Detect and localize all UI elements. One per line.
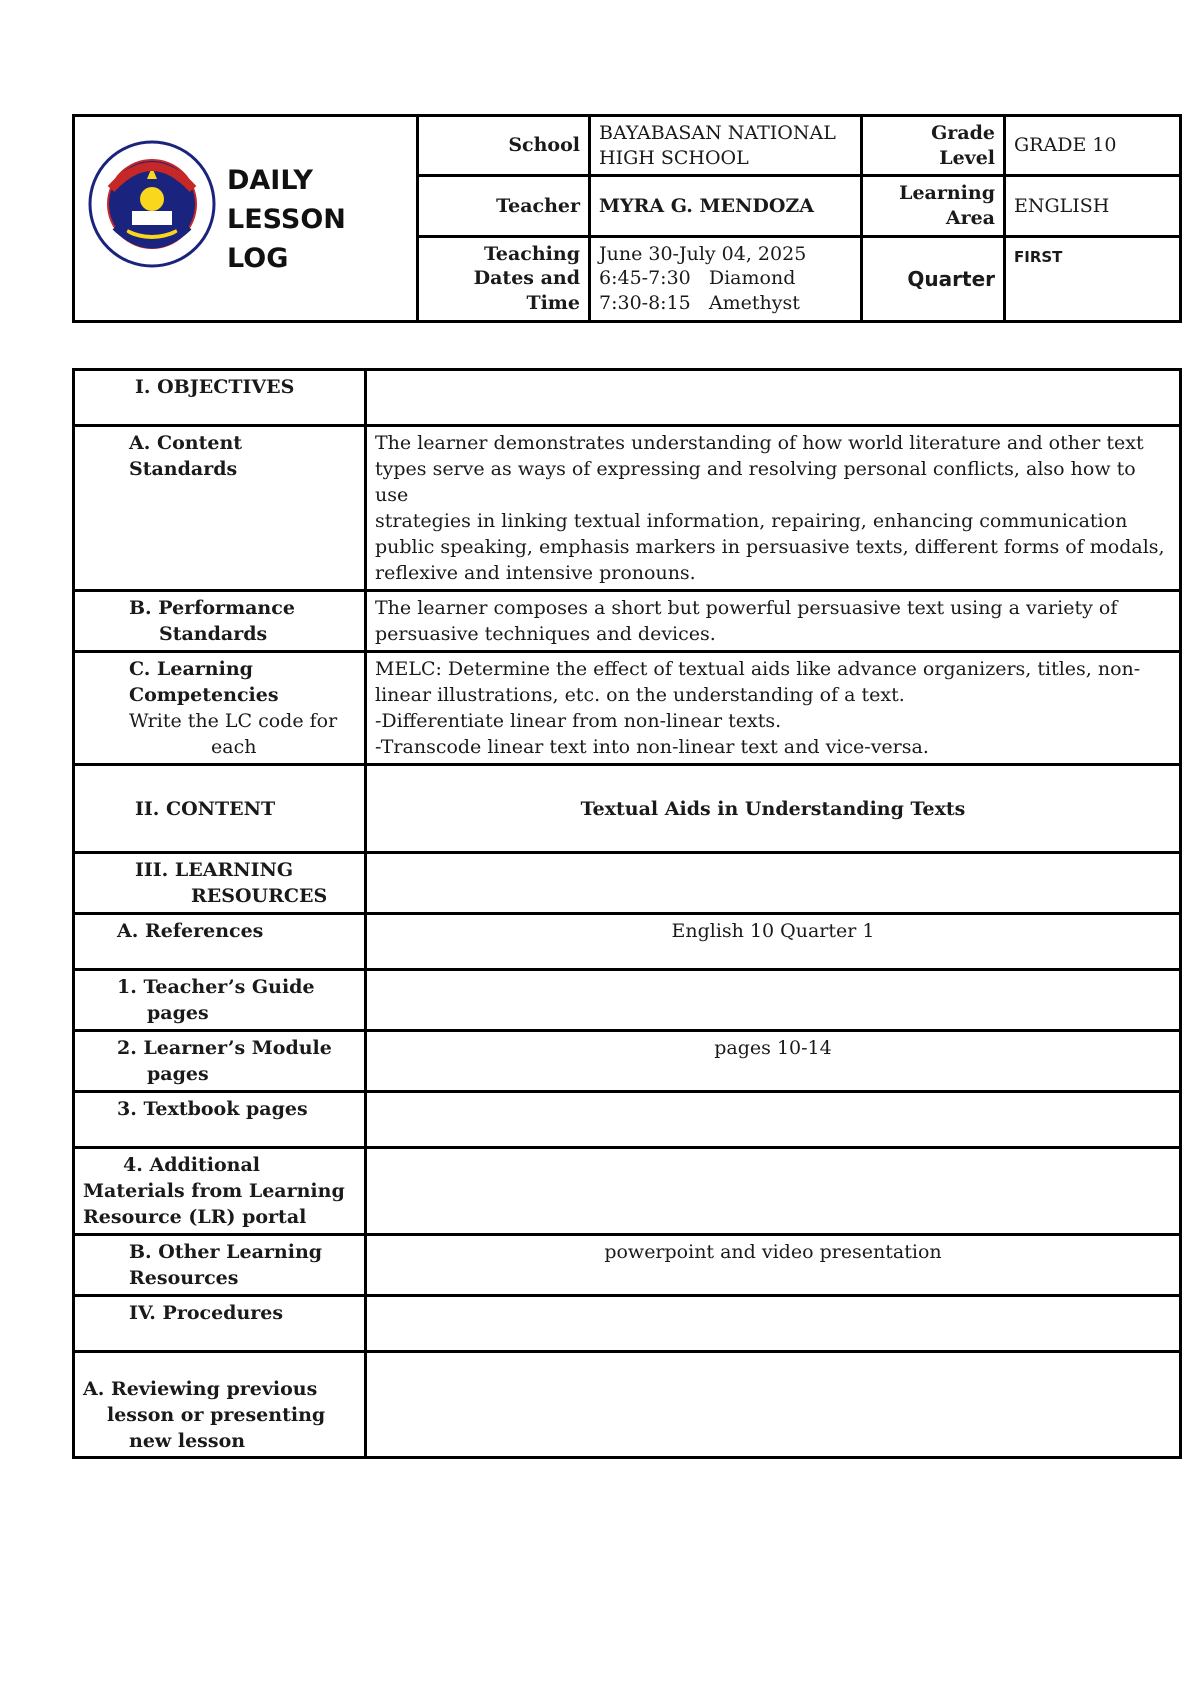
- teachers-guide-label: [74, 970, 366, 1031]
- header-table: [72, 114, 1182, 323]
- content-standards-line: strategies in linking textual information, repairing, enhancing communication: [375, 510, 1128, 532]
- table-row: [74, 914, 1181, 970]
- procedures-label: IV. Procedures: [74, 1296, 366, 1352]
- dates-label-line1: Teaching: [483, 242, 580, 265]
- document-title-line1: DAILY: [227, 165, 313, 196]
- learners-module-value: pages 10-14: [366, 1031, 1181, 1092]
- table-row: [74, 426, 1181, 591]
- textbook-label: 3. Textbook pages: [74, 1092, 366, 1148]
- school-value-line1: BAYABASAN NATIONAL: [599, 122, 836, 144]
- grade-label: Grade Level: [862, 116, 1005, 176]
- competencies-line: -Transcode linear text into non-linear text and vice-versa.: [375, 736, 929, 758]
- learners-module-label-line1: 2. Learner’s Module: [117, 1037, 332, 1059]
- table-row: [74, 1092, 1181, 1148]
- dates-value-line3: 7:30-8:15 Amethyst: [599, 292, 800, 315]
- content-standards-line: public speaking, emphasis markers in persuasive texts, different forms of modals,: [375, 536, 1165, 558]
- table-row: [74, 1148, 1181, 1235]
- reviewing-label-line2: lesson or presenting: [107, 1404, 326, 1426]
- performance-standards-value: [366, 591, 1181, 652]
- area-label: [862, 176, 1005, 236]
- learning-resources-label: [74, 853, 366, 914]
- other-resources-label: [74, 1235, 366, 1296]
- content-standards-line: The learner demonstrates understanding of how world literature and other text: [375, 432, 1144, 454]
- table-row: [74, 591, 1181, 652]
- performance-standards-label: [74, 591, 366, 652]
- reviewing-label-line1: A. Reviewing previous: [83, 1378, 318, 1400]
- competencies-line: -Differentiate linear from non-linear texts.: [375, 710, 782, 732]
- quarter-value: FIRST: [1005, 236, 1181, 321]
- competencies-label-line2: Competencies: [129, 684, 279, 706]
- additional-materials-label-line3: Resource (LR) portal: [83, 1206, 307, 1228]
- other-resources-value: powerpoint and video presentation: [366, 1235, 1181, 1296]
- performance-standards-label-line2: Standards: [159, 623, 268, 645]
- objectives-label: I. OBJECTIVES: [74, 370, 366, 426]
- table-row: [74, 970, 1181, 1031]
- performance-standards-line: persuasive techniques and devices.: [375, 623, 716, 645]
- additional-materials-label: [74, 1148, 366, 1235]
- grade-value: GRADE 10: [1005, 116, 1181, 176]
- content-standards-line: types serve as ways of expressing and resolving personal conflicts, also how to use: [375, 458, 1136, 506]
- competencies-line: linear illustrations, etc. on the understanding of a text.: [375, 684, 905, 706]
- school-value-line2: HIGH SCHOOL: [599, 146, 749, 169]
- area-label-line2: Area: [945, 207, 995, 230]
- title-cell: [74, 116, 418, 322]
- table-row: [74, 1031, 1181, 1092]
- lesson-table: [72, 368, 1182, 1459]
- table-row: [74, 1235, 1181, 1296]
- performance-standards-line: The learner composes a short but powerful persuasive text using a variety of: [375, 597, 1118, 619]
- teacher-value: MYRA G. MENDOZA: [590, 176, 862, 236]
- reviewing-value: [366, 1352, 1181, 1458]
- school-label: School: [418, 116, 590, 176]
- references-label: A. References: [74, 914, 366, 970]
- competencies-label-line3: Write the LC code for: [129, 710, 338, 732]
- deped-seal-logo: [87, 139, 217, 269]
- additional-materials-label-line2: Materials from Learning: [83, 1180, 345, 1202]
- document-title: [227, 161, 416, 278]
- competencies-line: MELC: Determine the effect of textual aids like advance organizers, titles, non-: [375, 658, 1141, 680]
- learners-module-label-line2: pages: [147, 1063, 209, 1085]
- competencies-label: [74, 652, 366, 765]
- table-row: [74, 765, 1181, 853]
- objectives-value: [366, 370, 1181, 426]
- area-label-line1: Learning: [899, 182, 995, 205]
- dates-label-line3: Time: [526, 292, 580, 315]
- other-resources-label-line1: B. Other Learning: [129, 1241, 323, 1263]
- table-row: [74, 1352, 1181, 1458]
- competencies-value: [366, 652, 1181, 765]
- additional-materials-value: [366, 1148, 1181, 1235]
- table-row: [74, 853, 1181, 914]
- content-title: Textual Aids in Understanding Texts: [366, 765, 1181, 853]
- school-value: [590, 116, 862, 176]
- area-value: ENGLISH: [1005, 176, 1181, 236]
- dates-label-line2: Dates and: [473, 267, 580, 290]
- teacher-label: Teacher: [418, 176, 590, 236]
- reviewing-label-line3: new lesson: [129, 1430, 246, 1452]
- teachers-guide-label-line2: pages: [147, 1002, 209, 1024]
- quarter-label: Quarter: [862, 236, 1005, 321]
- dates-value: [590, 236, 862, 321]
- dates-value-line1: June 30-July 04, 2025: [599, 242, 807, 265]
- additional-materials-label-line1: 4. Additional: [123, 1154, 260, 1176]
- table-row: [74, 370, 1181, 426]
- content-standards-label: A. Content Standards: [74, 426, 366, 591]
- learning-resources-value: [366, 853, 1181, 914]
- content-standards-line: reflexive and intensive pronouns.: [375, 562, 696, 584]
- dates-value-line2: 6:45-7:30 Diamond: [599, 267, 796, 290]
- learning-resources-label-line1: III. LEARNING: [135, 859, 294, 881]
- other-resources-label-line2: Resources: [129, 1267, 239, 1289]
- reviewing-label: [74, 1352, 366, 1458]
- teachers-guide-value: [366, 970, 1181, 1031]
- procedures-value: [366, 1296, 1181, 1352]
- table-row: [74, 652, 1181, 765]
- content-label: II. CONTENT: [74, 765, 366, 853]
- table-row: [74, 1296, 1181, 1352]
- references-value: English 10 Quarter 1: [366, 914, 1181, 970]
- document-title-line2: LESSON LOG: [227, 204, 346, 275]
- learning-resources-label-line2: RESOURCES: [191, 885, 328, 907]
- textbook-value: [366, 1092, 1181, 1148]
- performance-standards-label-line1: B. Performance: [129, 597, 295, 619]
- teachers-guide-label-line1: 1. Teacher’s Guide: [117, 976, 315, 998]
- content-standards-value: [366, 426, 1181, 591]
- competencies-label-line4: each: [211, 736, 257, 758]
- dates-label: [418, 236, 590, 321]
- competencies-label-line1: C. Learning: [129, 658, 253, 680]
- learners-module-label: [74, 1031, 366, 1092]
